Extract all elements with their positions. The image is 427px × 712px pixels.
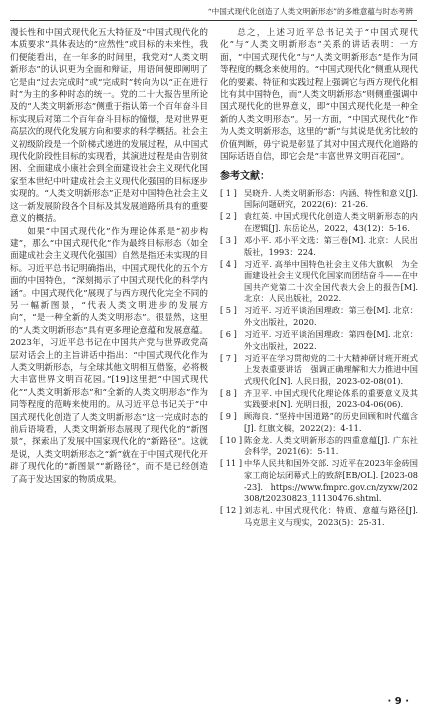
reference-number: [ 12 ]: [220, 505, 243, 516]
reference-text: 中华人民共和国外交部. 习近平在2023年金砖国家工商论坛闭幕式上的致辞[EB/OL]. [2023-08-23]. https://www.fmprc.gov.cn/zyxw/202308/t20230823_11130476.shtml.: [244, 458, 418, 504]
reference-item: [220, 259, 418, 305]
reference-number: [ 6 ]: [220, 328, 237, 339]
reference-number: [ 8 ]: [220, 387, 237, 398]
reference-number: [ 11 ]: [220, 458, 243, 469]
reference-text: 习近平在学习贯彻党的二十大精神研讨班开班式上发表重要讲话 强调正确理解和大力推进中国式现代化[N]. 人民日报，2023-02-08(01).: [244, 352, 418, 386]
reference-item: [220, 353, 418, 388]
reference-text: 袁红英. 中国式现代化创造人类文明新形态的内在逻辑[J]. 东岳论丛，2022，43(12)：5-16.: [244, 211, 418, 234]
reference-number: [ 7 ]: [220, 352, 237, 363]
reference-text: 齐卫平. 中国式现代化理论体系的重要意义及其实践要求[N]. 光明日报，2023-04-06(06).: [244, 387, 418, 410]
reference-text: 顾海良. “坚持中国道路”的历史回顾和时代蕴含[J]. 红旗文稿，2022(2)：4-11.: [244, 411, 418, 433]
reference-text: 习近平. 高举中国特色社会主义伟大旗帜 为全面建设社会主义现代化国家而团结奋斗——在中国共产党第二十次全国代表大会上的报告[M]. 北京：人民出版社，2022.: [244, 258, 418, 304]
reference-text: 邓小平. 邓小平文选：第三卷[M]. 北京：人民出版社，1993：224.: [244, 235, 418, 257]
reference-text: 陈金龙. 人类文明新形态的四重意蕴[J]. 广东社会科学，2021(6)：5-11.: [244, 434, 418, 457]
reference-number: [ 3 ]: [220, 235, 237, 246]
reference-list: [220, 188, 418, 529]
reference-item: [220, 505, 418, 528]
reference-item: [220, 458, 418, 504]
running-header: “中国式现代化创造了人类文明新形态”的多维意蕴与时态考辨: [207, 7, 413, 16]
paragraph: 如果“中国式现代化”作为理论体系是“初步构建”，那么“中国式现代化”作为最终目标形态（如全面建成社会主义现代化强国）自然是指还未实现的目标。习近平总书记明确指出，中国式现代化的五个方面的中国特色，“深刻揭示了中国式现代化的科学内涵”。中国式现代化”展现了与西方现代化完全不同的另一幅新图景，“代表人类文明进步的发展方向”，“是一种全新的人类文明形态”。很显然，这里的“人类文明新形态”具有更多理论意蕴和发展意蕴。2023年，习近平总书记在中国共产党与世界政党高层对话会上的主旨讲话中指出：“中国式现代化作为人类文明新形态，与全球其他文明相互借鉴，必将极大丰富世界文明百花园。”[19]这里把“中国式现代化”“人类文明新形态”和“全新的人类文明形态”作为同等程度的范畴来使用的。从习近平总书记关于“中国式现代化创造了人类文明新形态”这一完成时态的前后语境看，人类文明新形态展现了现代化的“新图景”，探索出了发展中国家现代化的“新路径”。这就是说，人类文明新形态之“新”就在于中国式现代化开辟了现代化的“新图景”“新路径”，而不是已经创造了高于发达国家的物质成果。: [10, 226, 208, 485]
reference-item: [220, 411, 418, 434]
right-column: [220, 27, 418, 529]
reference-item: [220, 329, 418, 352]
reference-item: [220, 235, 418, 258]
reference-number: [ 4 ]: [220, 258, 237, 269]
reference-text: 习近平. 习近平谈治国理政：第三卷[M]. 北京：外文出版社，2020.: [244, 305, 418, 327]
reference-text: 习近平. 习近平谈治国理政：第四卷[M]. 北京：外文出版社，2022.: [244, 328, 418, 351]
reference-number: [ 10 ]: [220, 434, 243, 445]
reference-item: [220, 211, 418, 234]
reference-text: 刘志礼. 中国式现代化：特质、意蕴与路径[J]. 马克思主义与现实，2023(5)：25-31.: [244, 505, 418, 527]
reference-number: [ 9 ]: [220, 411, 237, 422]
reference-item: [220, 188, 418, 211]
paragraph-continued: 漫长性和中国式现代化五大特征及“中国式现代化的本质要求”具体表达的“应然性”或目标的未来性，我们便能看出，在一年多的时间里，我党对“人类文明新形态”的认识更为全面和辩证，用语间便即阐明了它是由“过去完成时”或“完成时”转向为以“正在进行时”为主的多种时态的统一。党的二十大报告里所论及的“人类文明新形态”侧重于指认第一个百年奋斗目标实现后对第二个百年奋斗目标的憧憬，是对世界更高层次的现代化发展方向和要求的科学概括。社会主义初级阶段是一个阶梯式递进的发展过程，从中国式现代化阶段性目标的实现看，其演进过程是由告别贫困、全面建成小康社会到全面建设社会主义现代化国家至本世纪中叶建成社会主义现代化强国的目标逐步实现的。“人类文明新形态”正是对中国特色社会主义这一新发展阶段各个目标及其发展道路所具有的重要意义的概括。: [10, 28, 208, 225]
reference-number: [ 2 ]: [220, 211, 237, 222]
reference-item: [220, 388, 418, 411]
reference-number: [ 5 ]: [220, 305, 237, 316]
reference-text: 吴晓升. 人类文明新形态：内涵、特性和意义[J]. 国际问题研究，2022(6)：21-26.: [244, 187, 418, 210]
references-heading: 参考文献：: [220, 171, 270, 183]
page-number: · 9 ·: [387, 696, 409, 707]
header-rule: [10, 20, 417, 21]
reference-item: [220, 305, 418, 328]
reference-item: [220, 435, 418, 458]
reference-number: [ 1 ]: [220, 187, 237, 198]
left-column: [10, 27, 208, 486]
conclusion-paragraph: 总之，上述习近平总书记关于“中国式现代化”与“人类文明新形态”关系的讲话表明：一方面，“中国式现代化”与“人类文明新形态”是作为同等程度的概念来使用的。“中国式现代化”侧重从现代化的要素、特征和实践过程上强调它与西方现代化相比有其中国特色，而“人类文明新形态”则侧重强调中国式现代化的世界意义，即“中国式现代化是一种全新的人类文明形态”。另一方面，“中国式现代化”作为人类文明新形态，这里的“新”与其说是优劣比较的价值判断，毋宁说是彰显了其对中国式现代化道路的国际话语自信，即它会是“丰富世界文明百花园”。: [220, 28, 418, 163]
